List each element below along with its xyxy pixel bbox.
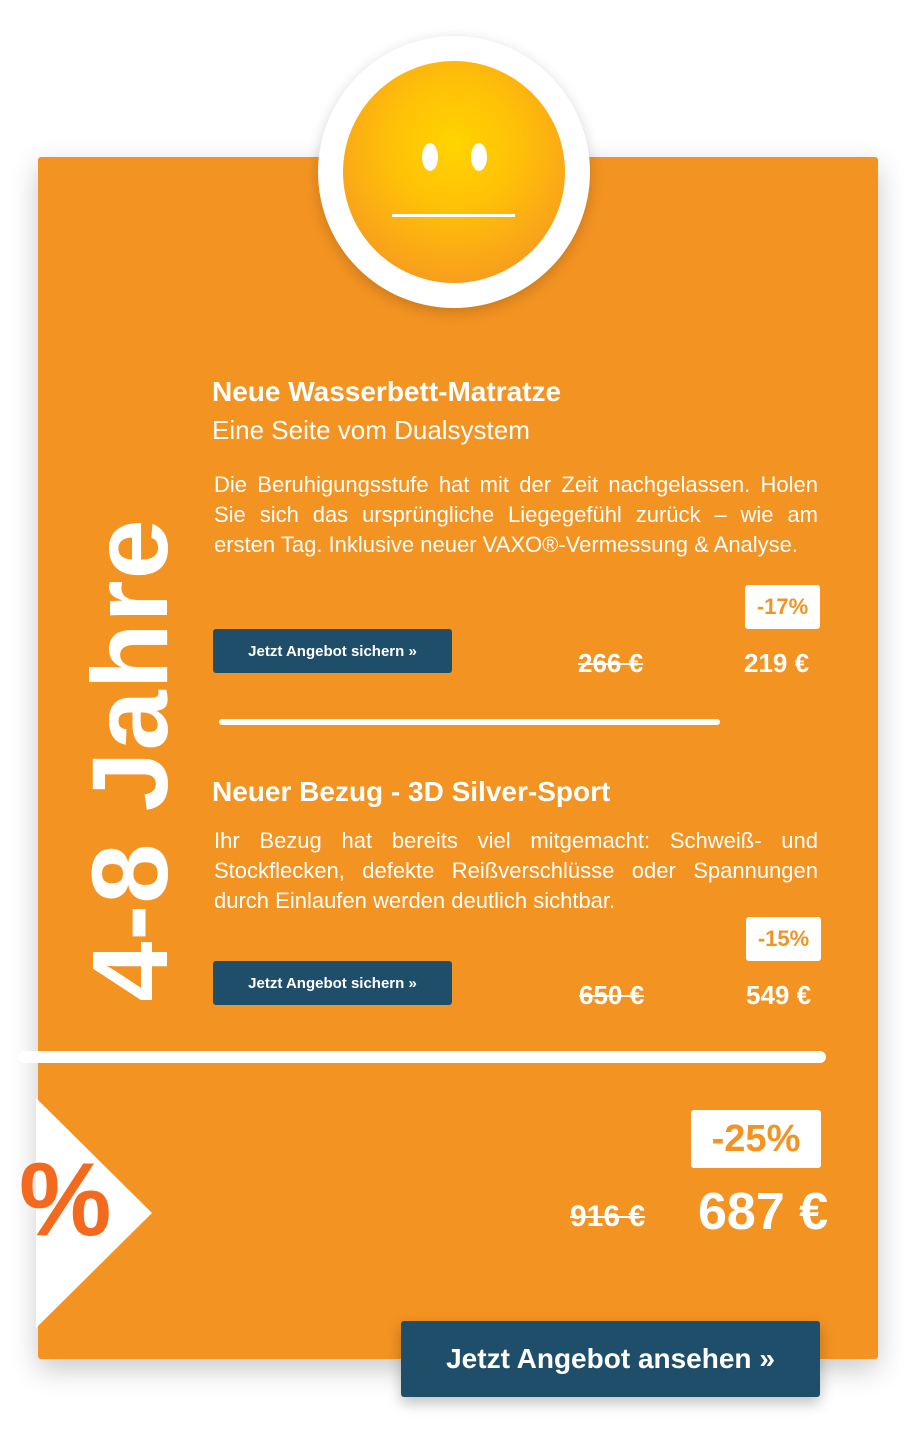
smiley-badge — [318, 36, 590, 308]
offer-1-old-price: 266 € — [578, 648, 644, 678]
offer-1-title: Neue Wasserbett-Matratze — [212, 376, 562, 407]
view-offer-button[interactable]: Jetzt Angebot ansehen » — [401, 1321, 820, 1397]
offer-2-discount-badge: -15% — [746, 917, 821, 961]
neutral-face-icon — [343, 61, 565, 283]
offer-divider — [219, 719, 720, 725]
smiley-left-eye — [422, 143, 438, 171]
age-range-label: 4-8 Jahre — [69, 518, 190, 1002]
offer-1-description: Die Beruhigungsstufe hat mit der Zeit nachgelassen. Holen Sie sich das ursprüngliche Liegegefühl zurück – wie am ersten Tag. Inklusive neuer VAXO®-Vermessung & Analyse. — [214, 472, 818, 557]
offer-1-discount-badge: -17% — [745, 585, 820, 629]
total-new-price: 687 € — [698, 1183, 829, 1241]
offer-2-old-price: 650 € — [579, 980, 645, 1010]
offer-1-new-price: 219 € — [744, 648, 810, 678]
smiley-right-eye — [471, 143, 487, 171]
total-discount-badge: -25% — [691, 1110, 821, 1168]
percent-symbol: % — [19, 1142, 112, 1258]
offer-2-new-price: 549 € — [746, 980, 812, 1010]
offer-1-secure-button[interactable]: Jetzt Angebot sichern » — [213, 629, 452, 673]
offer-2-title: Neuer Bezug - 3D Silver-Sport — [212, 776, 611, 807]
total-divider — [18, 1051, 826, 1063]
total-old-price: 916 € — [570, 1200, 646, 1233]
smiley-mouth — [392, 214, 515, 217]
offer-2-secure-button[interactable]: Jetzt Angebot sichern » — [213, 961, 452, 1005]
offer-1-subtitle: Eine Seite vom Dualsystem — [212, 415, 530, 445]
offer-2-description: Ihr Bezug hat bereits viel mitgemacht: Schweiß- und Stockflecken, defekte Reißverschlüsse oder Spannungen durch Einlaufen werden deutlich sichtbar. — [214, 828, 818, 913]
